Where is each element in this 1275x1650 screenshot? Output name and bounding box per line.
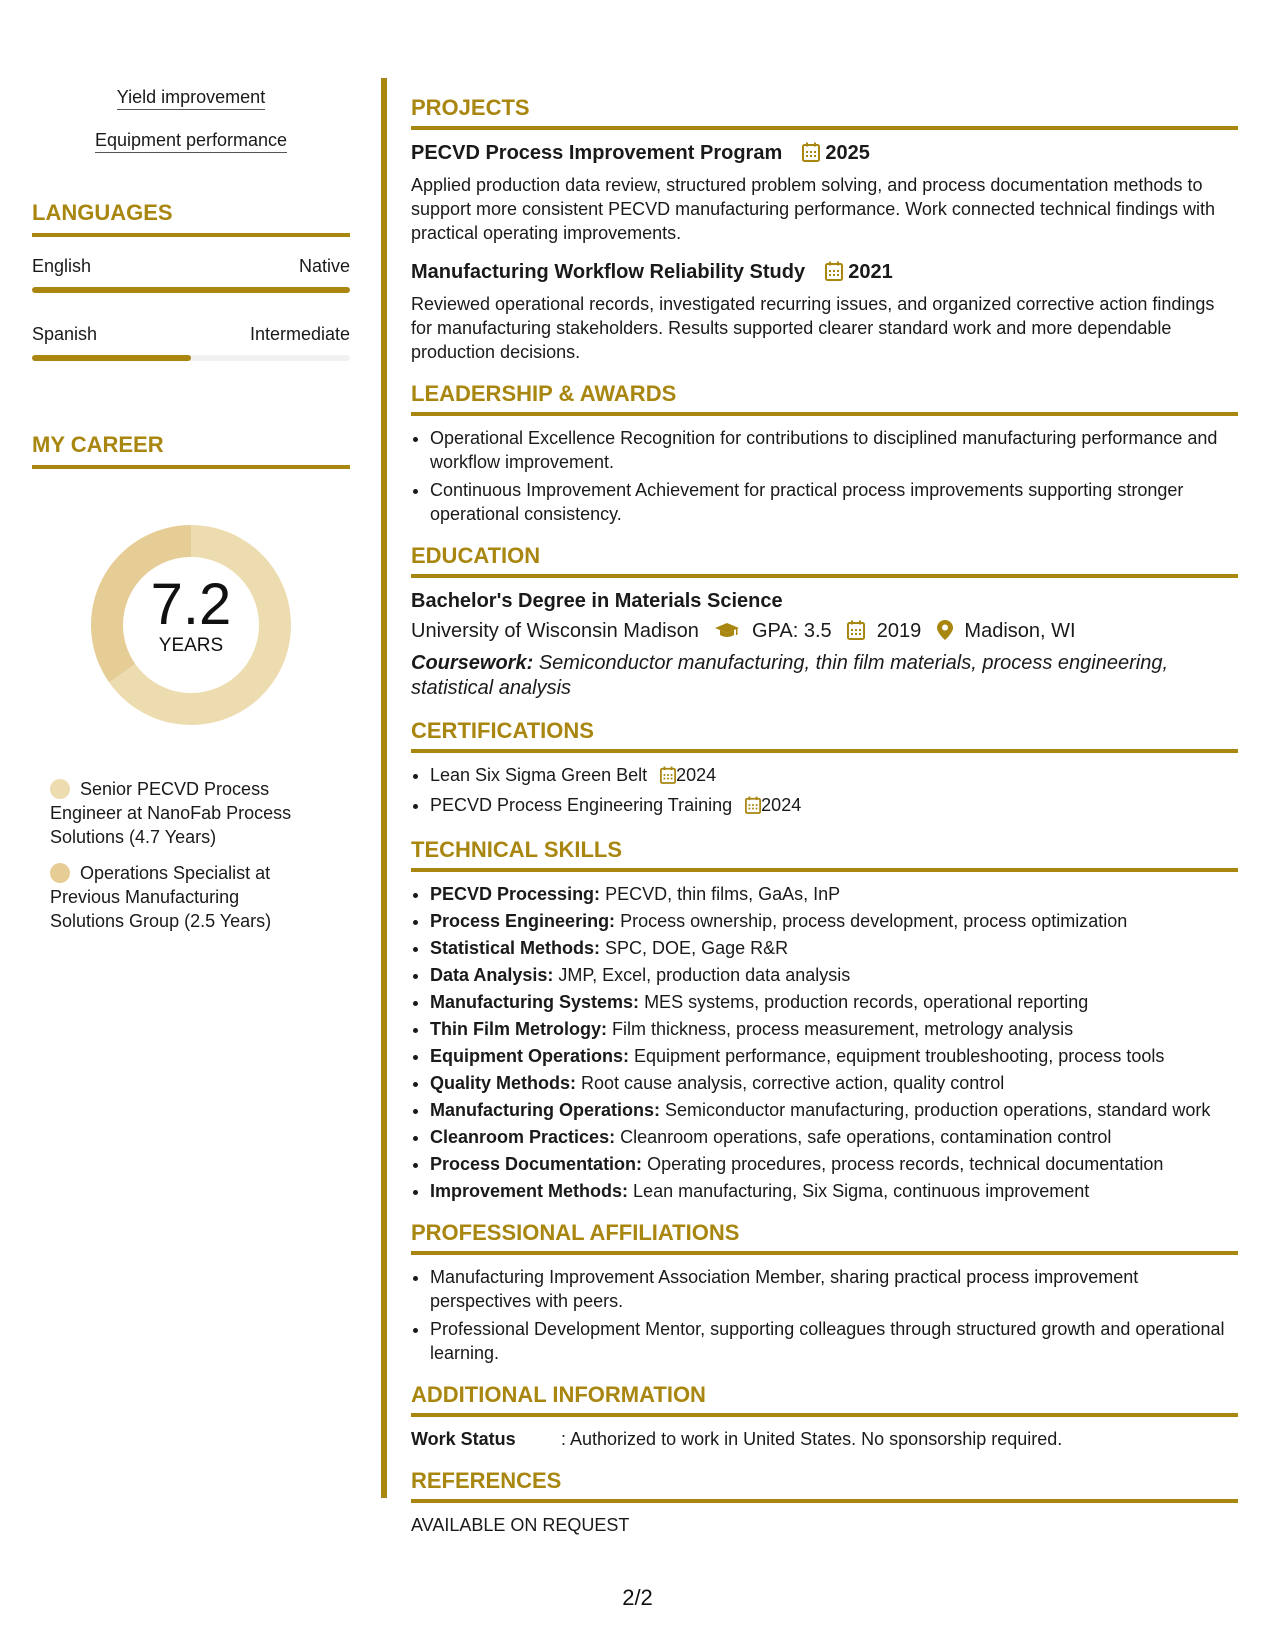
skill-value: PECVD, thin films, GaAs, InP [605, 884, 841, 904]
project-description: Reviewed operational records, investigated recurring issues, and organized corrective action findings for manufacturing stakeholders. Results supported clearer standard work and more dependable production decisions. [411, 294, 1215, 362]
language-level: Intermediate [249, 324, 350, 344]
skill-item [430, 963, 1238, 987]
skill-label: Process Documentation: [430, 1154, 643, 1174]
strength-tag: Equipment performance [32, 128, 350, 152]
language-name: Spanish [32, 324, 98, 344]
skill-label: Equipment Operations: [430, 1046, 630, 1066]
strengths-list [32, 85, 350, 152]
skill-value: Lean manufacturing, Six Sigma, continuous improvement [633, 1181, 1090, 1201]
list-item: • Operational Excellence Recognition for contributions to disciplined manufacturing performance and workflow improvement. [430, 426, 1238, 474]
skill-item [430, 1071, 1238, 1095]
career-donut-chart [71, 505, 311, 745]
career-legend [32, 777, 350, 933]
skill-item [430, 909, 1238, 933]
skill-item [430, 1098, 1238, 1122]
certification-item: • Lean Six Sigma Green Belt 2024 [430, 763, 1238, 790]
location-pin-icon [937, 620, 953, 647]
language-item [32, 255, 350, 293]
skill-value: MES systems, production records, operational reporting [644, 992, 1089, 1012]
calendar-icon [847, 620, 865, 647]
list-item: • Professional Development Mentor, supporting colleagues through structured growth and operational learning. [430, 1317, 1238, 1365]
skill-value: Equipment performance, equipment troubleshooting, process tools [634, 1046, 1165, 1066]
skill-item [430, 1179, 1238, 1203]
project-year: 2025 [825, 142, 870, 164]
gpa: GPA: 3.5 [752, 620, 832, 642]
skill-label: Thin Film Metrology: [430, 1019, 607, 1039]
skill-value: Film thickness, process measurement, metrology analysis [612, 1019, 1074, 1039]
skill-value: Semiconductor manufacturing, production operations, standard work [665, 1100, 1211, 1120]
certifications-section [411, 717, 1238, 820]
section-heading: EDUCATION [411, 542, 1238, 578]
career-heading: MY CAREER [32, 431, 350, 469]
leadership-section [411, 380, 1238, 526]
skill-value: Cleanroom operations, safe operations, contamination control [620, 1127, 1112, 1147]
language-proficiency-bar [32, 287, 350, 293]
info-value: : Authorized to work in United States. No sponsorship required. [561, 1429, 1063, 1449]
skill-label: Data Analysis: [430, 965, 554, 985]
column-divider [381, 78, 387, 1498]
skill-label: Manufacturing Operations: [430, 1100, 661, 1120]
school-location: Madison, WI [964, 620, 1076, 642]
skill-item [430, 882, 1238, 906]
skills-list [411, 882, 1238, 1203]
calendar-icon [660, 766, 676, 790]
project-item [411, 140, 1238, 245]
skill-label: Cleanroom Practices: [430, 1127, 616, 1147]
skill-item [430, 990, 1238, 1014]
school-name: University of Wisconsin Madison [411, 620, 699, 642]
career-total-unit: YEARS [158, 635, 224, 656]
projects-section [411, 94, 1238, 364]
project-description: Applied production data review, structured problem solving, and process documentation methods to support more consistent PECVD manufacturing performance. Work connected technical findings with practical operating improvements. [411, 175, 1216, 243]
career-total-value: 7.2 [150, 572, 232, 637]
skill-item [430, 1125, 1238, 1149]
skill-value: Operating procedures, process records, technical documentation [647, 1154, 1164, 1174]
left-column [32, 80, 350, 933]
affiliations-section [411, 1219, 1238, 1365]
project-title: PECVD Process Improvement Program [411, 142, 783, 164]
skill-item [430, 936, 1238, 960]
project-year: 2021 [848, 261, 893, 283]
language-level: Native [298, 256, 350, 276]
skills-section [411, 836, 1238, 1203]
section-heading: TECHNICAL SKILLS [411, 836, 1238, 872]
info-label: Work Status [411, 1429, 516, 1449]
calendar-icon [745, 796, 761, 820]
list-item: • Continuous Improvement Achievement for practical process improvements supporting stronger operational consistency. [430, 478, 1238, 526]
graduation-year: 2019 [876, 620, 922, 642]
skill-value: JMP, Excel, production data analysis [558, 965, 851, 985]
strength-tag: Yield improvement [32, 85, 350, 109]
page-number: 2/2 [622, 1585, 653, 1610]
language-name: English [32, 256, 92, 276]
project-title: Manufacturing Workflow Reliability Study [411, 261, 806, 283]
coursework-label: Coursework: [411, 652, 534, 674]
section-heading: PROJECTS [411, 94, 1238, 130]
degree-title: Bachelor's Degree in Materials Science [411, 590, 783, 612]
skill-label: Statistical Methods: [430, 938, 601, 958]
language-proficiency-bar [32, 355, 350, 361]
legend-dot-icon [50, 863, 70, 883]
section-heading: PROFESSIONAL AFFILIATIONS [411, 1219, 1238, 1255]
skill-label: Manufacturing Systems: [430, 992, 640, 1012]
coursework-text: Semiconductor manufacturing, thin film materials, process engineering, statistical analysis [411, 652, 1169, 699]
skill-label: Improvement Methods: [430, 1181, 629, 1201]
project-item [411, 259, 1238, 364]
education-meta [411, 618, 1238, 647]
career-legend-item: Senior PECVD Process Engineer at NanoFab Process Solutions (4.7 Years) [50, 779, 292, 847]
section-heading: REFERENCES [411, 1467, 1238, 1503]
section-heading: ADDITIONAL INFORMATION [411, 1381, 1238, 1417]
skill-value: Process ownership, process development, process optimization [620, 911, 1128, 931]
right-column [411, 94, 1238, 1553]
legend-dot-icon [50, 779, 70, 799]
calendar-icon [802, 142, 820, 169]
section-heading: CERTIFICATIONS [411, 717, 1238, 753]
skill-value: Root cause analysis, corrective action, quality control [581, 1073, 1005, 1093]
references-section [411, 1467, 1238, 1537]
language-item [32, 323, 350, 361]
career-legend-item: Operations Specialist at Previous Manufacturing Solutions Group (2.5 Years) [50, 863, 272, 931]
skill-value: SPC, DOE, Gage R&R [605, 938, 789, 958]
additional-info-section [411, 1381, 1238, 1451]
certification-item: • PECVD Process Engineering Training 2024 [430, 793, 1238, 820]
skill-item [430, 1044, 1238, 1068]
languages-heading: LANGUAGES [32, 199, 350, 237]
skill-item [430, 1017, 1238, 1041]
skill-label: Process Engineering: [430, 911, 616, 931]
language-proficiency-fill [32, 287, 350, 293]
skill-label: Quality Methods: [430, 1073, 577, 1093]
languages-section [32, 199, 350, 361]
coursework [411, 651, 1238, 701]
references-text: AVAILABLE ON REQUEST [411, 1515, 630, 1535]
skill-label: PECVD Processing: [430, 884, 601, 904]
career-section [32, 431, 350, 933]
skill-item [430, 1152, 1238, 1176]
graduation-cap-icon [714, 621, 740, 647]
info-row [411, 1427, 1238, 1451]
language-proficiency-fill [32, 355, 191, 361]
section-heading: LEADERSHIP & AWARDS [411, 380, 1238, 416]
list-item: • Manufacturing Improvement Association Member, sharing practical process improvement perspectives with peers. [430, 1265, 1238, 1313]
education-section [411, 542, 1238, 701]
calendar-icon [825, 261, 843, 288]
